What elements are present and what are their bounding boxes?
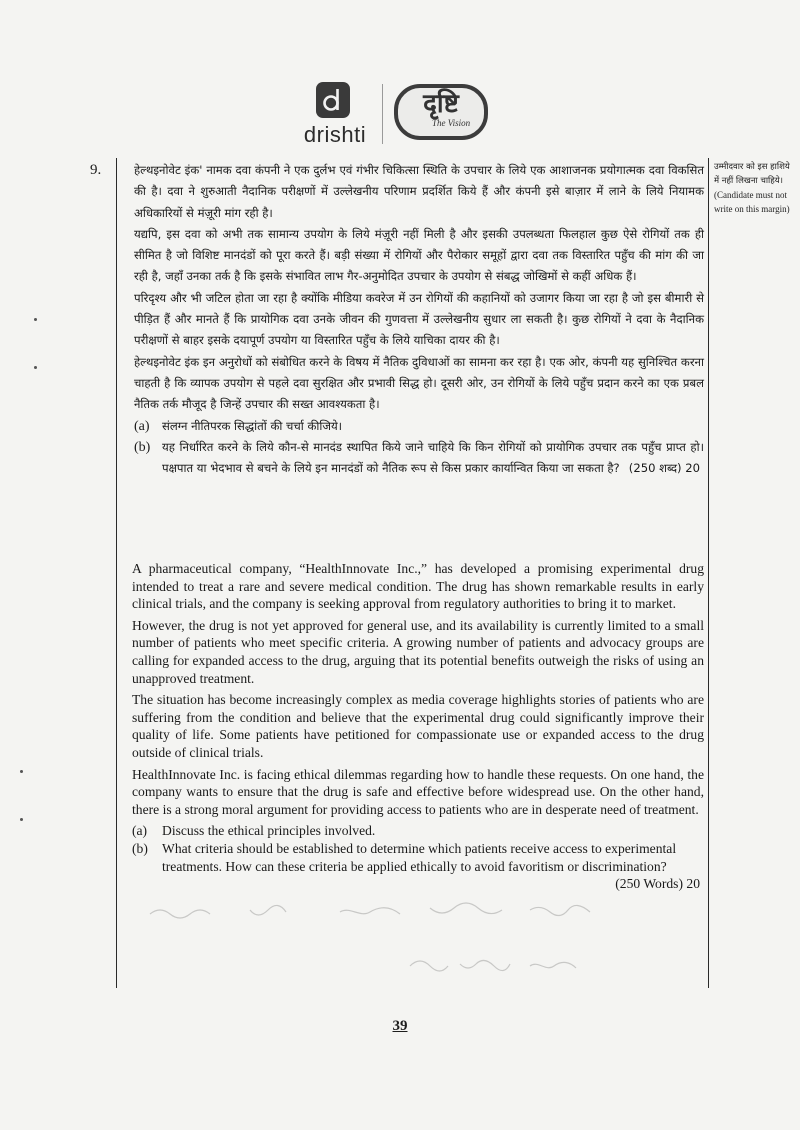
hindi-paragraph: परिदृश्य और भी जटिल होता जा रहा है क्योंकि मीडिया कवरेज में उन रोगियों की कहानियों को उजागर किया जा रहा है जो इस बीमारी से पीड़ित हैं और मानते हैं कि प्रायोगिक दवा उनके जीवन की गुणवत्ता में उल्लेखनीय सुधार ला सकती है। कुछ रोगियों ने दवा के नैदानिक परीक्षणों से बाहर इसके दयापूर्ण उपयोग या विस्तारित पहुँच के लिये याचिका दायर की है।	[134, 290, 704, 348]
hindi-marks: (250 शब्द) 20	[628, 461, 700, 476]
english-paragraph: A pharmaceutical company, “HealthInnovate Inc.,” has developed a promising experimental drug intended to treat a rare and severe medical condition. The drug has shown remarkable results in early clinical trials, and the company is seeking approval from regulatory authorities to bring it to market.	[132, 561, 704, 612]
subquestion-text: What criteria should be established to determine which patients receive access to experimental treatments. How can these criteria be applied ethically to avoid favoritism or discrimination?	[162, 840, 677, 874]
bleed-through-scribble	[110, 900, 690, 990]
seal-text: दृष्टि	[423, 89, 459, 119]
subquestion-label: (a)	[134, 418, 150, 434]
subquestion-label: (b)	[134, 439, 151, 455]
logo-divider	[382, 84, 383, 144]
english-marks: (250 Words) 20	[615, 876, 700, 892]
question-hindi	[134, 160, 704, 480]
margin-note	[714, 160, 796, 216]
drishti-logo	[300, 78, 530, 150]
english-paragraph: HealthInnovate Inc. is facing ethical dilemmas regarding how to handle these requests. On one hand, the company wants to ensure that the drug is safe and effective before widespread use. On the other hand, there is a strong moral argument for providing access to patients who are in desperate need of treatment.	[132, 766, 704, 817]
subquestion-label: (b)	[132, 840, 148, 856]
drishti-d-icon	[316, 82, 350, 118]
hindi-paragraph: हेल्थइनोवेट इंक इन अनुरोधों को संबोधित करने के विषय में नैतिक दुविधाओं का सामना कर रहा है। एक ओर, कंपनी यह सुनिश्चित करना चाहती है कि व्यापक उपयोग से पहले दवा सुरक्षित और प्रभावी सिद्ध हो। दूसरी ओर, उन रोगियों के लिये पहुँच प्रदान करने का एक प्रबल नैतिक तर्क मौजूद है जिन्हें उपचार की सख्त आवश्यकता है।	[134, 354, 704, 412]
margin-dot	[34, 318, 37, 321]
hindi-paragraph: यद्यपि, इस दवा को अभी तक सामान्य उपयोग के लिये मंज़ूरी नहीं मिली है और इसकी उपलब्धता फिलहाल कुछ ऐसे रोगियों तक ही सीमित है जो विशिष्ट मानदंडों को पूरा करते हैं। बड़ी संख्या में रोगियों और पैरोकार समूहों द्वारा दवा तक विस्तारित पहुँच की मांग की जा रही है, जहाँ उनका तर्क है कि इसके संभावित लाभ गैर-अनुमोदित उपचार के उपयोग से संबद्ध जोखिमों से कहीं अधिक हैं।	[134, 226, 704, 284]
english-subquestion-b	[132, 840, 704, 875]
margin-note-hindi: उम्मीदवार को इस हाशिये में नहीं लिखना चाहिये।	[714, 162, 790, 186]
hindi-paragraph: हेल्थइनोवेट इंक' नामक दवा कंपनी ने एक दुर्लभ एवं गंभीर चिकित्सा स्थिति के उपचार के लिये एक आशाजनक प्रयोगात्मक दवा विकसित की है। दवा ने शुरुआती नैदानिक परीक्षणों में उल्लेखनीय परिणाम प्रदर्शित किये हैं और कंपनी इसे बाज़ार में लाने के लिये नियामक अधिकारियों से मंज़ूरी मांग रही है।	[134, 163, 704, 220]
question-number: 9.	[90, 162, 102, 178]
subquestion-text: यह निर्धारित करने के लिये कौन-से मानदंड स्थापित किये जाने चाहिये कि किन रोगियों को प्रायोगिक उपचार तक पहुँच प्राप्त हो। पक्षपात या भेदभाव से बचने के लिये इन मानदंडों को नैतिक रूप से किस प्रकार कार्यान्वित किया जा सकता है?	[162, 439, 704, 476]
subquestion-label: (a)	[132, 823, 148, 839]
hindi-subquestion-b	[134, 437, 704, 480]
seal-subtitle: The Vision	[432, 118, 471, 128]
brand-wordmark: drishti	[303, 122, 367, 147]
margin-dot	[34, 366, 37, 369]
margin-note-english: (Candidate must not write on this margin)	[714, 190, 790, 214]
question-english	[132, 560, 704, 893]
margin-dot	[20, 770, 23, 773]
page-number: 39	[392, 1018, 408, 1034]
margin-dot	[20, 818, 23, 821]
subquestion-text: संलग्न नीतिपरक सिद्धांतों की चर्चा कीजिये।	[162, 418, 343, 433]
hindi-subquestion-a	[134, 416, 704, 437]
english-subquestion-a	[132, 822, 704, 840]
english-paragraph: However, the drug is not yet approved for general use, and its availability is currently limited to a small number of patients who meet specific criteria. A growing number of patients and advocacy groups are calling for expanded access to the drug, arguing that its potential benefits outweigh the risks of using an unapproved treatment.	[132, 617, 704, 686]
left-margin-rule	[116, 158, 117, 988]
subquestion-text: Discuss the ethical principles involved.	[162, 823, 376, 839]
english-paragraph: The situation has become increasingly complex as media coverage highlights stories of patients who are suffering from the condition and believe that the experimental drug could significantly improve their quality of life. Some patients have petitioned for compassionate use or expanded access to the drug outside of clinical trials.	[132, 692, 704, 760]
drishti-seal-logo	[394, 84, 488, 140]
right-margin-rule	[708, 158, 709, 988]
